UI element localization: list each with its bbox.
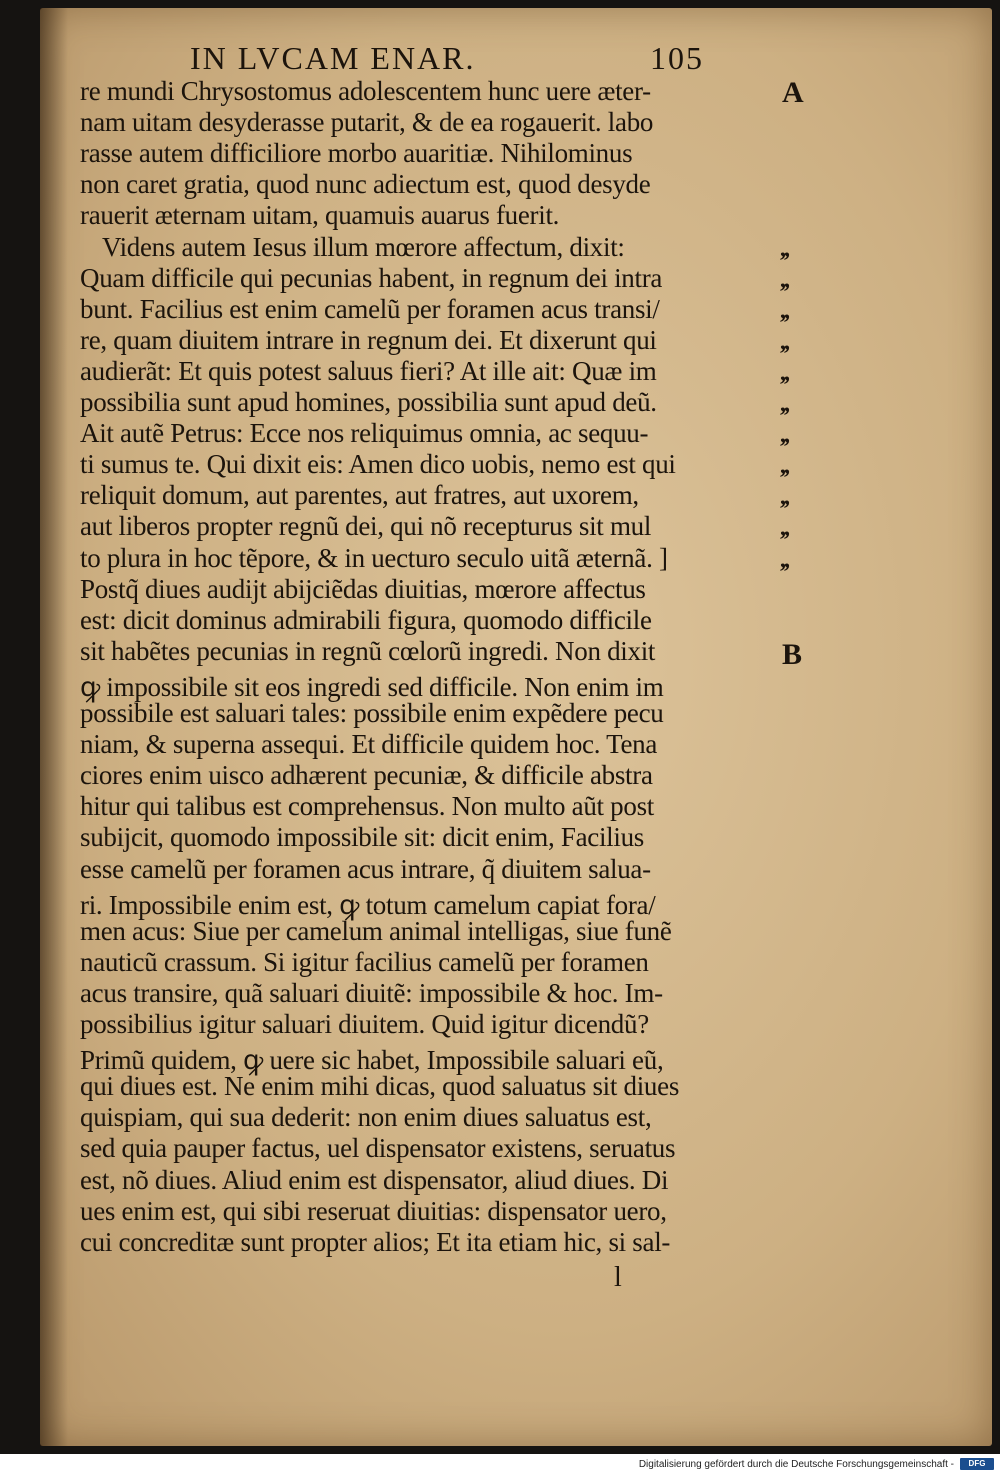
quotation-mark: ,, [780,422,788,449]
quotation-mark: ,, [780,515,788,542]
text-line: niam, & superna assequi. Et difficile quidem hoc. Tena [80,729,658,760]
text-line: possibilius igitur saluari diuitem. Quid igitur dicendũ? [80,1009,649,1039]
binding-shadow [40,8,68,1446]
text-line: rasse autem difficiliore morbo auaritiæ. Nihilominus [80,138,633,169]
text-line: est: dicit dominus admirabili figura, quomodo difficile [80,604,652,635]
text-line: acus transire, quã saluari diuitẽ: impossibile & hoc. Im- [80,977,663,1008]
text-line: Postq̃ diues audijt abijciẽdas diuitias, mœrore affectus [80,573,646,604]
text-line: Primũ quidem, ꝙ uere sic habet, Impossibile saluari eũ, [80,1045,664,1076]
text-line: bunt. Facilius est enim camelũ per foramen acus transi/ [80,293,660,324]
text-line: re mundi Chrysostomus adolescentem hunc uere æter- [80,76,651,106]
text-line: sit habẽtes pecunias in regnũ cœlorũ ingredi. Non dixit [80,635,656,666]
page-number: 105 [650,40,704,76]
text-line: subijcit, quomodo impossibile sit: dicit enim, Facilius [80,822,644,853]
quotation-mark: ,, [780,266,788,293]
funding-note: Digitalisierung gefördert durch die Deutsche Forschungsgemeinschaft - [638,1459,954,1470]
text-line: possibile est saluari tales: possibile enim expẽdere pecu [80,698,664,728]
text-line: est, nõ diues. Aliud enim est dispensator, aliud diues. Di [80,1164,669,1195]
quotation-mark: ,, [780,484,788,511]
text-line: ues enim est, qui sibi reseruat diuitias: dispensator uero, [80,1195,667,1226]
text-line: qui diues est. Ne enim mihi dicas, quod saluatus sit diues [80,1071,680,1102]
text-line: aut liberos propter regnũ dei, qui nõ recepturus sit mul [80,511,652,542]
text-line: ꝙ impossibile sit eos ingredi sed difficile. Non enim im [80,671,664,702]
text-line: cui concreditæ sunt propter alios; Et ita etiam hic, si sal- [80,1226,671,1257]
text-line: esse camelũ per foramen acus intrare, q̃ diuitem salua- [80,853,651,884]
signature-mark: l [614,1262,622,1293]
quotation-mark: ,, [780,359,788,386]
text-line: to plura in hoc tẽpore, & in uecturo seculo uitã æternã. ] [80,542,668,573]
text-line: men acus: Siue per camelum animal intelligas, siue funẽ [80,915,672,946]
quotation-mark: ,, [780,297,788,324]
margin-letter-a: A [782,76,804,109]
text-line: ti sumus te. Qui dixit eis: Amen dico uobis, nemo est qui [80,449,676,480]
running-title: IN LVCAM ENAR. [190,40,476,76]
quotation-mark: ,, [780,453,788,480]
text-line: Quam difficile qui pecunias habent, in regnum dei intra [80,262,663,293]
text-line: nauticũ crassum. Si igitur facilius camelũ per foramen [80,946,649,977]
quotation-mark: ,, [780,391,788,417]
digitization-footer [0,1454,1000,1474]
text-line: quispiam, qui sua dederit: non enim diues saluatus est, [80,1102,652,1133]
text-line: non caret gratia, quod nunc adiectum est, quod desyde [80,169,651,200]
quotation-mark: ,, [780,235,788,262]
text-line: ri. Impossibile enim est, ꝙ totum camelum capiat fora/ [80,889,656,920]
text-line: audierãt: Et quis potest saluus fieri? At ille ait: Quæ im [80,355,657,386]
text-line: hitur qui talibus est comprehensus. Non multo aũt post [80,791,654,822]
quotation-mark: ,, [780,546,788,573]
text-line: rauerit æternam uitam, quamuis auarus fuerit. [80,200,560,231]
text-line: re, quam diuitem intrare in regnum dei. Et dixerunt qui [80,324,657,355]
text-line: ciores enim uisco adhærent pecuniæ, & difficile abstra [80,760,653,791]
text-line: Videns autem Iesus illum mœrore affectum, dixit: [102,231,625,262]
quotation-mark: ,, [780,328,788,355]
text-line: Ait autẽ Petrus: Ecce nos reliquimus omnia, ac sequu- [80,418,649,449]
text-line: possibilia sunt apud homines, possibilia sunt apud deũ. [80,387,657,417]
text-line: reliquit domum, aut parentes, aut fratres, aut uxorem, [80,480,639,511]
margin-letter-b: B [782,638,803,671]
dfg-logo: DFG [960,1458,994,1470]
text-line: sed quia pauper factus, uel dispensator existens, seruatus [80,1133,676,1164]
text-line: nam uitam desyderasse putarit, & de ea rogauerit. labo [80,107,654,138]
